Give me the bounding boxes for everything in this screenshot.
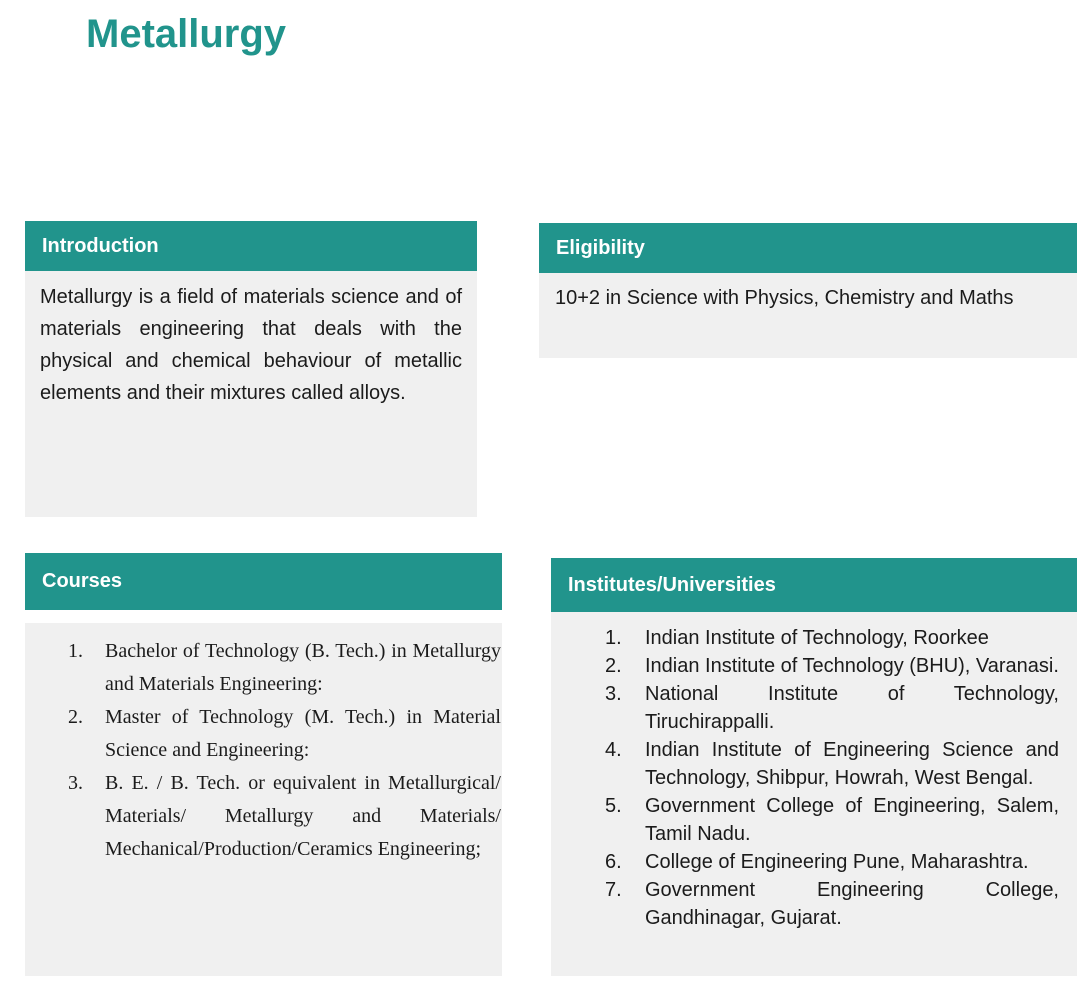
list-item-text: Government College of Engineering, Salem, Tamil Nadu. xyxy=(645,795,1059,845)
list-item-text: Master of Technology (M. Tech.) in Material Science and Engineering: xyxy=(105,706,501,761)
courses-header xyxy=(25,553,502,610)
list-item xyxy=(551,624,1077,652)
institutes-body xyxy=(551,612,1077,976)
courses-title: Courses xyxy=(42,570,123,592)
list-item xyxy=(551,792,1077,848)
introduction-header xyxy=(25,221,477,271)
list-item-number: 2. xyxy=(68,706,83,728)
list-item-text: B. E. / B. Tech. or equivalent in Metallurgical/ Materials/ Metallurgy and Materials/ Mechanical/Production/Ceramics Engineering; xyxy=(105,772,501,860)
list-item xyxy=(551,848,1077,876)
list-item xyxy=(25,767,502,866)
section-institutes xyxy=(551,558,1077,976)
list-item xyxy=(551,652,1077,680)
list-item-number: 7. xyxy=(605,879,622,901)
list-item-text: Indian Institute of Technology, Roorkee xyxy=(645,627,989,649)
list-item xyxy=(25,701,502,767)
list-item-text: Government Engineering College, Gandhinagar, Gujarat. xyxy=(645,879,1059,929)
introduction-body: Metallurgy is a field of materials science and of materials engineering that deals with the physical and chemical behaviour of metallic elements and their mixtures called alloys. xyxy=(25,271,477,517)
list-item-number: 3. xyxy=(605,683,622,705)
list-item-text: College of Engineering Pune, Maharashtra. xyxy=(645,851,1029,873)
list-item-number: 4. xyxy=(605,739,622,761)
list-item xyxy=(551,736,1077,792)
list-item-text: Indian Institute of Technology (BHU), Varanasi. xyxy=(645,655,1059,677)
introduction-title: Introduction xyxy=(42,234,159,257)
list-item-text: National Institute of Technology, Tiruchirappalli. xyxy=(645,683,1059,733)
list-item-number: 3. xyxy=(68,772,83,794)
eligibility-header xyxy=(539,223,1077,273)
institutes-header xyxy=(551,558,1077,612)
courses-body xyxy=(25,623,502,976)
list-item-number: 1. xyxy=(605,627,622,649)
list-item-number: 2. xyxy=(605,655,622,677)
list-item-number: 6. xyxy=(605,851,622,873)
courses-list xyxy=(25,635,502,866)
section-eligibility xyxy=(539,223,1077,358)
eligibility-title: Eligibility xyxy=(556,236,645,259)
institutes-list xyxy=(551,624,1077,932)
list-item xyxy=(551,876,1077,932)
list-item-number: 5. xyxy=(605,795,622,817)
eligibility-body: 10+2 in Science with Physics, Chemistry and Maths xyxy=(539,273,1077,358)
section-introduction xyxy=(25,221,477,517)
list-item xyxy=(551,680,1077,736)
page-title: Metallurgy xyxy=(86,12,287,56)
list-item xyxy=(25,635,502,701)
list-item-text: Bachelor of Technology (B. Tech.) in Metallurgy and Materials Engineering: xyxy=(105,640,501,695)
section-courses xyxy=(25,553,502,976)
list-item-number: 1. xyxy=(68,640,83,662)
list-item-text: Indian Institute of Engineering Science and Technology, Shibpur, Howrah, West Bengal. xyxy=(645,739,1059,789)
institutes-title: Institutes/Universities xyxy=(568,573,776,596)
